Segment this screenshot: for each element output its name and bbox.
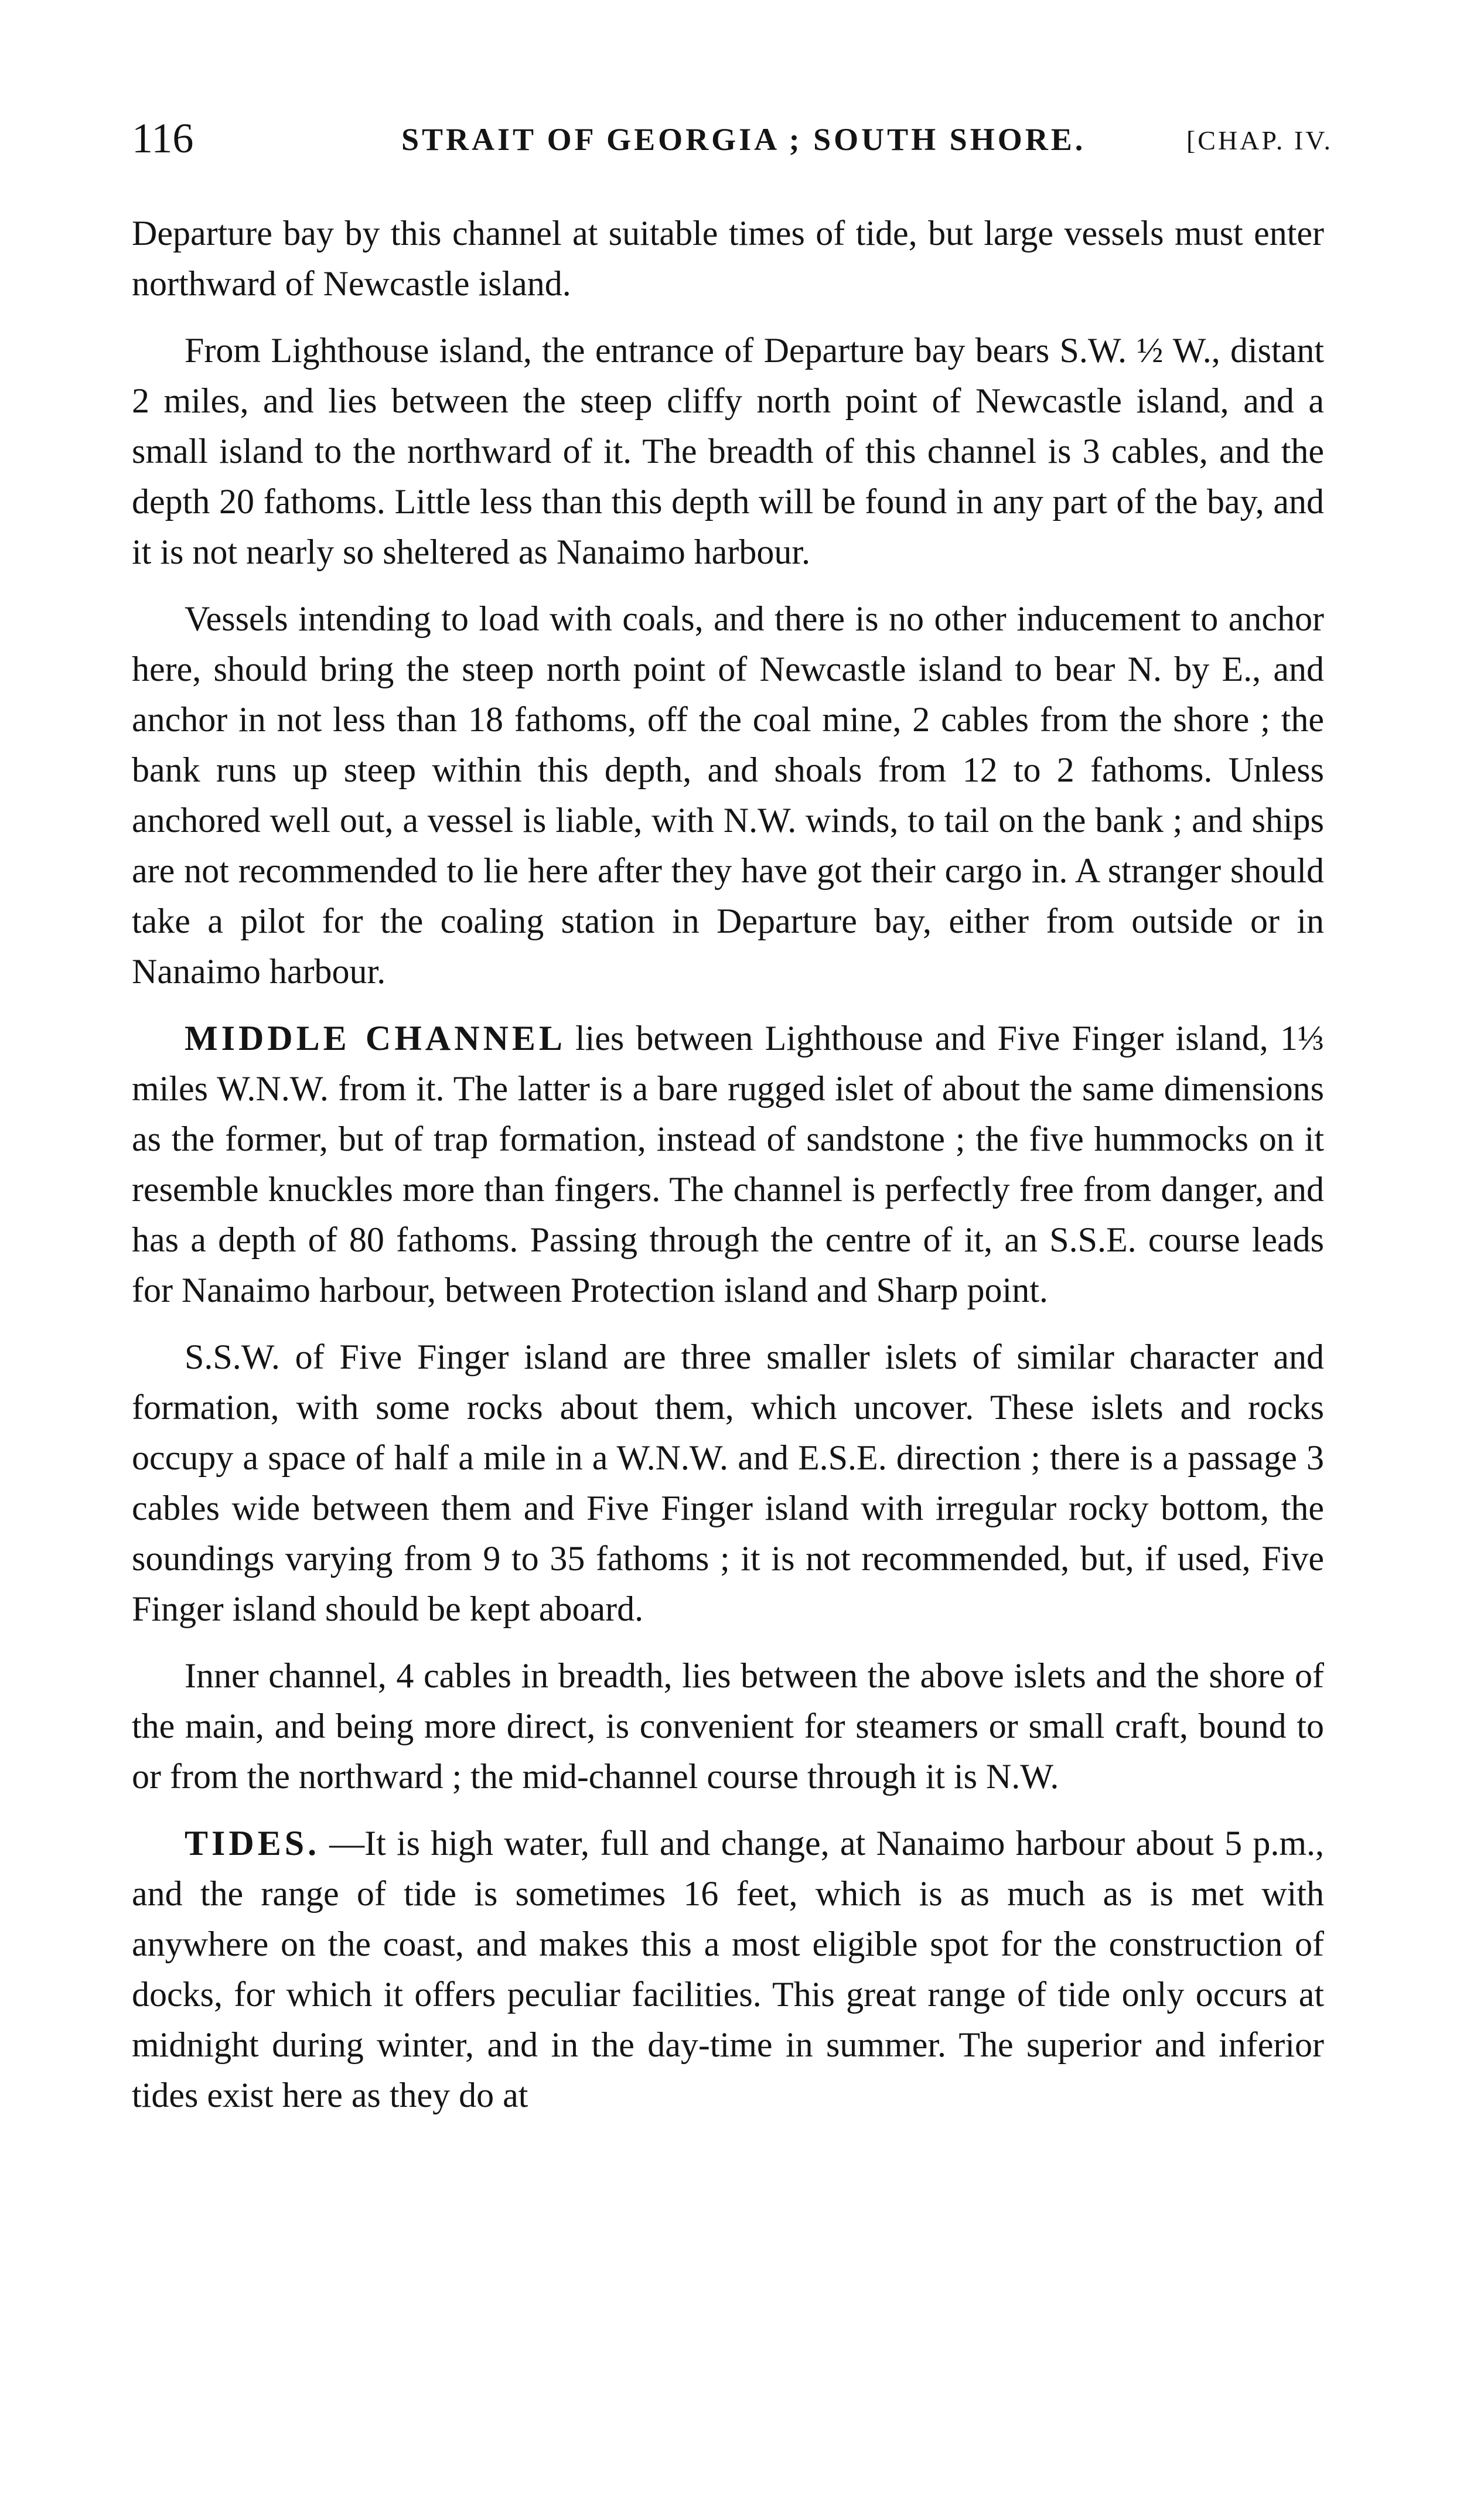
paragraph-tides bbox=[132, 1818, 1324, 2120]
running-title: STRAIT OF GEORGIA ; SOUTH SHORE. bbox=[401, 122, 1086, 157]
paragraph-6: Inner channel, 4 cables in breadth, lies between the above islets and the shore of the main, and being more direct, is convenient for steamers or small craft, bound to or from the northward ; the mid-channel course through it is N.W. bbox=[132, 1656, 1324, 1796]
paragraph-3: Vessels intending to load with coals, and there is no other inducement to anchor here, should bring the steep north point of Newcastle island to bear N. by E., and anchor in not less than 18 fathoms, off the coal mine, 2 cables from the shore ; the bank runs up steep within this depth, and shoals from 12 to 2 fathoms. Unless anchored well out, a vessel is liable, with N.W. winds, to tail on the bank ; and ships are not recommended to lie here after they have got their cargo in. A stranger should take a pilot for the coaling station in Departure bay, either from outside or in Nanaimo harbour. bbox=[132, 599, 1324, 991]
paragraph-4-text: lies between Lighthouse and Five Finger island, 1⅓ miles W.N.W. from it. The latter is a bare rugged islet of about the same dimensions as the former, but of trap formation, instead of sandstone ; the five hummocks on it resemble knuckles more than fingers. The channel is perfectly free from danger, and has a depth of 80 fathoms. Passing through the centre of it, an S.S.E. course leads for Nanaimo harbour, between Protection island and Sharp point. bbox=[132, 1019, 1324, 1309]
chapter-label: [CHAP. IV. bbox=[1186, 125, 1333, 155]
paragraph-1: Departure bay by this channel at suitable times of tide, but large vessels must enter northward of Newcastle island. bbox=[132, 214, 1324, 303]
paragraph-middle-channel bbox=[132, 1013, 1324, 1315]
paragraph-7-text: —It is high water, full and change, at Nanaimo harbour about 5 p.m., and the range of tide is sometimes 16 feet, which is as much as is met with anywhere on the coast, and makes this a most eligible spot for the construction of docks, for which it offers peculiar facilities. This great range of tide only occurs at midnight during winter, and in the day-time in summer. The superior and inferior tides exist here as they do at bbox=[132, 1824, 1324, 2114]
paragraph-2: From Lighthouse island, the entrance of Departure bay bears S.W. ½ W., distant 2 miles, and lies between the steep cliffy north point of Newcastle island, and a small island to the northward of it. The breadth of this channel is 3 cables, and the depth 20 fathoms. Little less than this depth will be found in any part of the bay, and it is not nearly so sheltered as Nanaimo harbour. bbox=[132, 331, 1324, 571]
page-body bbox=[132, 208, 1324, 2137]
running-header bbox=[132, 114, 1333, 167]
section-heading-middle-channel: MIDDLE CHANNEL bbox=[185, 1019, 566, 1058]
section-heading-tides: TIDES. bbox=[185, 1824, 320, 1863]
page-number: 116 bbox=[132, 115, 194, 162]
paragraph-5: S.S.W. of Five Finger island are three smaller islets of similar character and formation, with some rocks about them, which uncover. These islets and rocks occupy a space of half a mile in a W.N.W. and E.S.E. direction ; there is a passage 3 cables wide between them and Five Finger island with irregular rocky bottom, the soundings varying from 9 to 35 fathoms ; it is not recommended, but, if used, Five Finger island should be kept aboard. bbox=[132, 1338, 1324, 1628]
